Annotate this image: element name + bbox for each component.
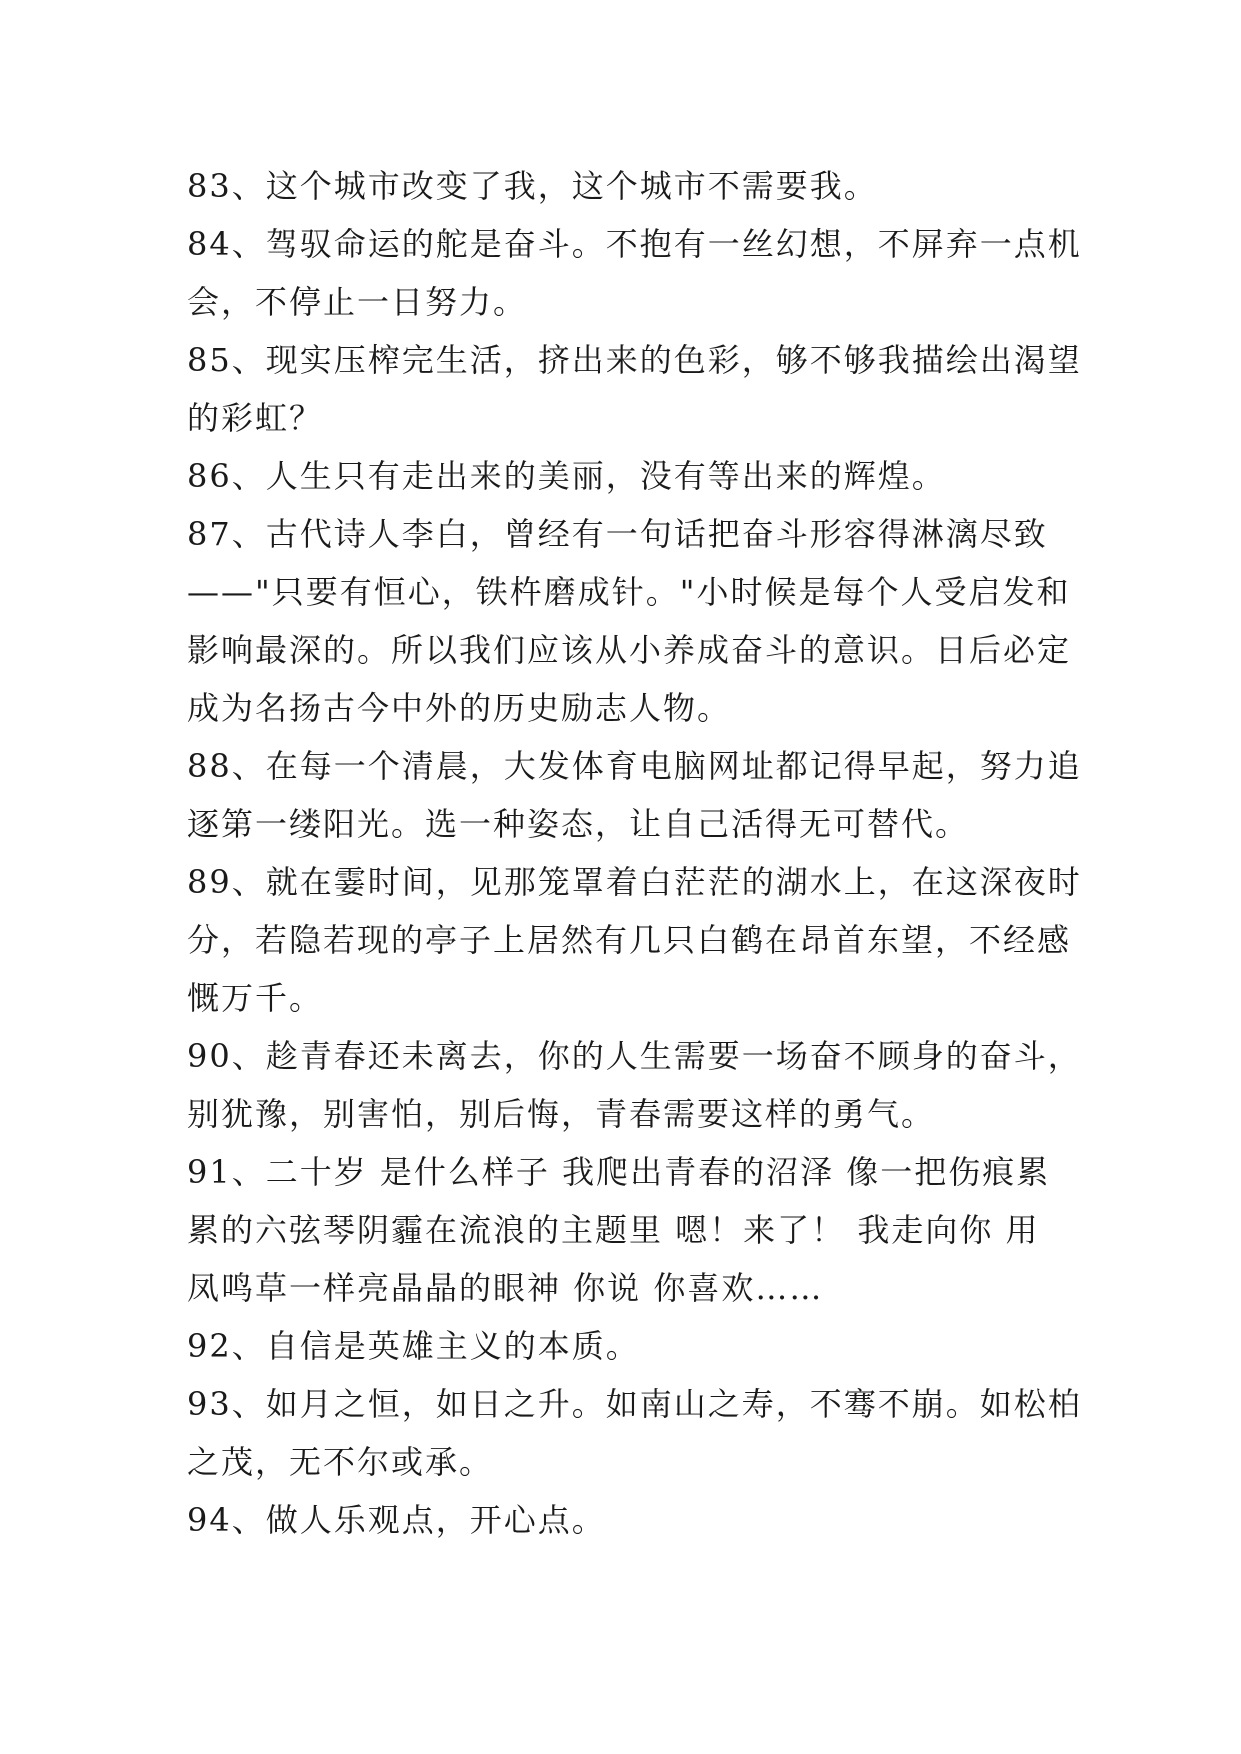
text-line: 会，不停止一日努力。 — [187, 283, 528, 321]
text-line: 93、如月之恒，如日之升。如南山之寿，不骞不崩。如松柏 — [187, 1385, 1082, 1423]
text-line: 87、古代诗人李白，曾经有一句话把奋斗形容得淋漓尽致 — [187, 515, 1048, 553]
text-line: 累的六弦琴阴霾在流浪的主题里 嗯！来了！ 我走向你 用 — [187, 1211, 1040, 1249]
text-line: 83、这个城市改变了我，这个城市不需要我。 — [187, 167, 878, 205]
text-line: 94、做人乐观点，开心点。 — [187, 1501, 606, 1539]
text-line: 成为名扬古今中外的历史励志人物。 — [187, 689, 732, 727]
text-line: 分，若隐若现的亭子上居然有几只白鹤在昂首东望，不经感 — [187, 921, 1072, 959]
text-line: ——"只要有恒心，铁杵磨成针。"小时候是每个人受启发和 — [187, 573, 1071, 611]
text-line: 凤鸣草一样亮晶晶的眼神 你说 你喜欢…… — [187, 1269, 824, 1307]
text-line: 的彩虹？ — [187, 399, 324, 437]
text-line: 别犹豫，别害怕，别后悔，青春需要这样的勇气。 — [187, 1095, 936, 1133]
text-line: 91、二十岁 是什么样子 我爬出青春的沼泽 像一把伤痕累 — [187, 1153, 1051, 1191]
text-line: 84、驾驭命运的舵是奋斗。不抱有一丝幻想，不屏弃一点机 — [187, 225, 1082, 263]
document-body — [187, 157, 1082, 1549]
text-line: 88、在每一个清晨，大发体育电脑网址都记得早起，努力追 — [187, 747, 1082, 785]
text-line: 86、人生只有走出来的美丽，没有等出来的辉煌。 — [187, 457, 946, 495]
text-line: 之茂，无不尔或承。 — [187, 1443, 494, 1481]
text-line: 92、自信是英雄主义的本质。 — [187, 1327, 640, 1365]
text-line: 89、就在霎时间，见那笼罩着白茫茫的湖水上，在这深夜时 — [187, 863, 1082, 901]
text-line: 85、现实压榨完生活，挤出来的色彩，够不够我描绘出渴望 — [187, 341, 1082, 379]
text-line: 逐第一缕阳光。选一种姿态，让自己活得无可替代。 — [187, 805, 970, 843]
text-line: 慨万千。 — [187, 979, 324, 1017]
text-line: 影响最深的。所以我们应该从小养成奋斗的意识。日后必定 — [187, 631, 1072, 669]
text-line: 90、趁青春还未离去，你的人生需要一场奋不顾身的奋斗， — [187, 1037, 1082, 1075]
